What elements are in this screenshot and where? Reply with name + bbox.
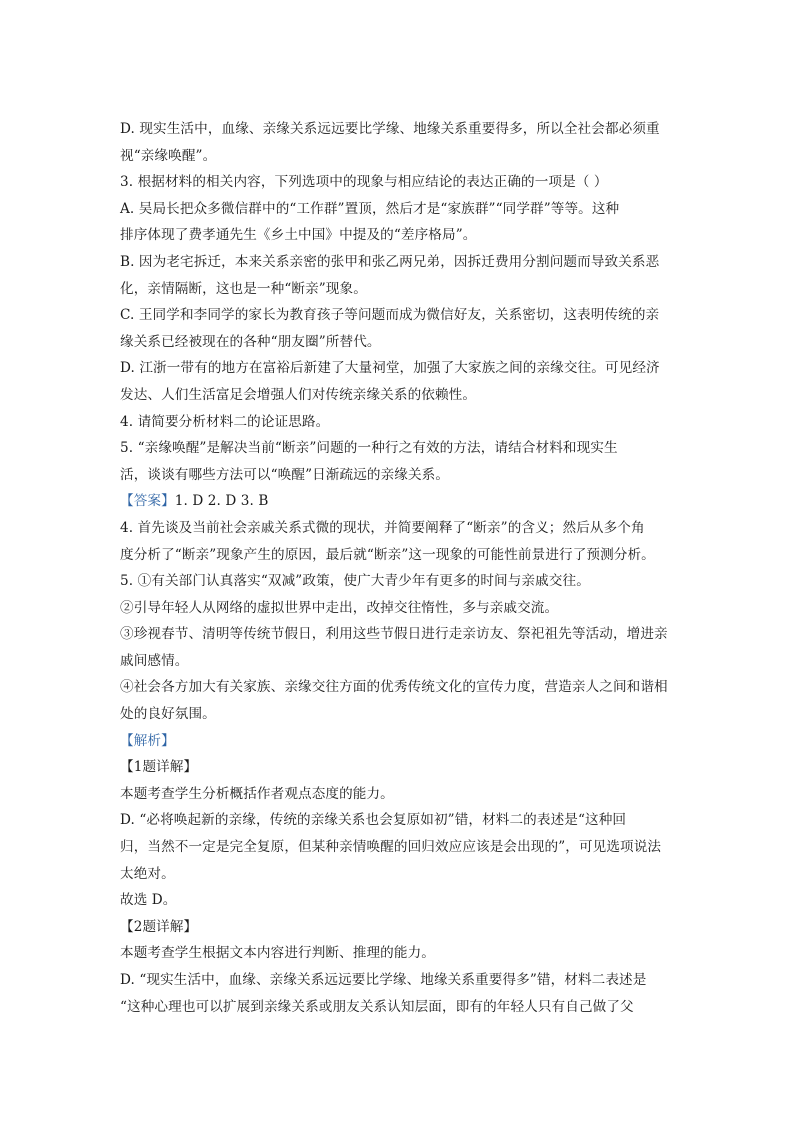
document-body xyxy=(120,116,680,1020)
text-line xyxy=(120,435,680,462)
line-text: C. 王同学和李同学的家长为教育孩子等问题而成为微信好友，关系密切，这表明传统的亲 xyxy=(120,307,660,324)
text-line xyxy=(120,222,680,249)
text-line xyxy=(120,887,680,914)
line-text: A. 吴局长把众多微信群中的“工作群”置顶，然后才是“家族群”“同学群”等等。这种 xyxy=(120,200,620,217)
text-line xyxy=(120,116,680,143)
line-text: 【2题详解】 xyxy=(120,918,198,935)
line-text: 度分析了“断亲”现象产生的原因，最后就“断亲”这一现象的可能性前景进行了预测分析。 xyxy=(120,546,655,563)
line-text: 4. 请简要分析材料二的论证思路。 xyxy=(120,413,330,430)
text-line xyxy=(120,276,680,303)
line-text: 4. 首先谈及当前社会亲戚关系式微的现状，并简要阐释了“断亲”的含义；然后从多个角 xyxy=(120,519,645,536)
text-line xyxy=(120,302,680,329)
line-text: 缘关系已经被现在的各种“朋友圈”所替代。 xyxy=(120,333,381,350)
text-line xyxy=(120,462,680,489)
text-line xyxy=(120,967,680,994)
text-line xyxy=(120,834,680,861)
line-text: 视“亲缘唤醒”。 xyxy=(120,147,217,164)
text-line xyxy=(120,674,680,701)
line-text: 1. D 2. D 3. B xyxy=(174,493,269,510)
text-line xyxy=(120,595,680,622)
text-line xyxy=(120,861,680,888)
text-line xyxy=(120,169,680,196)
line-text: 3. 根据材料的相关内容，下列选项中的现象与相应结论的表达正确的一项是（ ） xyxy=(120,174,608,191)
text-line xyxy=(120,754,680,781)
line-text: B. 因为老宅拆迁，本来关系亲密的张甲和张乙两兄弟，因拆迁费用分割问题而导致关系恶 xyxy=(120,253,660,270)
section-label: 【答案】 xyxy=(120,493,175,510)
text-line xyxy=(120,701,680,728)
line-text: 5. ①有关部门认真落实“双减”政策，使广大青少年有更多的时间与亲戚交往。 xyxy=(120,573,590,590)
line-text: 活，谈谈有哪些方法可以“唤醒”日渐疏远的亲缘关系。 xyxy=(120,466,450,483)
text-line xyxy=(120,515,680,542)
line-text: ③珍视春节、清明等传统节假日，利用这些节假日进行走亲访友、祭祀祖先等活动，增进亲 xyxy=(120,626,668,643)
line-text: D. “现实生活中，血缘、亲缘关系远远要比学缘、地缘关系重要得多”错，材料二表述是 xyxy=(120,972,647,988)
line-text: 本题考查学生分析概括作者观点态度的能力。 xyxy=(120,785,394,802)
text-line xyxy=(120,382,680,409)
line-text: 【1题详解】 xyxy=(120,759,198,776)
text-line xyxy=(120,940,680,967)
line-text: D. 现实生活中，血缘、亲缘关系远远要比学缘、地缘关系重要得多，所以全社会都必须重 xyxy=(120,121,660,137)
line-text: 5. “亲缘唤醒”是解决当前“断亲”问题的一种行之有效的方法，请结合材料和现实生 xyxy=(120,440,618,457)
text-line xyxy=(120,781,680,808)
section-line xyxy=(120,488,680,515)
line-text: 发达、人们生活富足会增强人们对传统亲缘关系的依赖性。 xyxy=(120,386,477,403)
section-label: 【解析】 xyxy=(120,732,175,749)
text-line xyxy=(120,409,680,436)
line-text: 本题考查学生根据文本内容进行判断、推理的能力。 xyxy=(120,945,435,962)
line-text: 归，当然不一定是完全复原，但某种亲情唤醒的回归效应应该是会出现的”，可见选项说法 xyxy=(120,839,662,856)
line-text: ④社会各方加大有关家族、亲缘交往方面的优秀传统文化的宣传力度，营造亲人之间和谐相 xyxy=(120,679,668,696)
text-line xyxy=(120,914,680,941)
text-line xyxy=(120,568,680,595)
text-line xyxy=(120,542,680,569)
text-line xyxy=(120,196,680,223)
line-text: 戚间感情。 xyxy=(120,652,189,669)
line-text: 太绝对。 xyxy=(120,865,175,882)
line-text: 故选 D。 xyxy=(120,892,177,909)
text-line xyxy=(120,994,680,1021)
text-line xyxy=(120,143,680,170)
line-text: 处的良好氛围。 xyxy=(120,706,216,723)
line-text: 排序体现了费孝通先生《乡土中国》中提及的“差序格局”。 xyxy=(120,227,477,244)
text-line xyxy=(120,329,680,356)
text-line xyxy=(120,648,680,675)
line-text: ②引导年轻人从网络的虚拟世界中走出，改掉交往惰性，多与亲戚交流。 xyxy=(120,599,559,616)
line-text: D. “必将唤起新的亲缘，传统的亲缘关系也会复原如初”错，材料二的表述是“这种回 xyxy=(120,812,627,829)
line-text: “这种心理也可以扩展到亲缘关系或朋友关系认知层面，即有的年轻人只有自己做了父 xyxy=(120,998,634,1015)
text-line xyxy=(120,621,680,648)
text-line xyxy=(120,249,680,276)
text-line xyxy=(120,807,680,834)
text-line xyxy=(120,355,680,382)
line-text: 化，亲情隔断，这也是一种“断亲”现象。 xyxy=(120,280,367,297)
section-line xyxy=(120,728,680,755)
line-text: D. 江浙一带有的地方在富裕后新建了大量祠堂，加强了大家族之间的亲缘交往。可见经济 xyxy=(120,360,660,377)
